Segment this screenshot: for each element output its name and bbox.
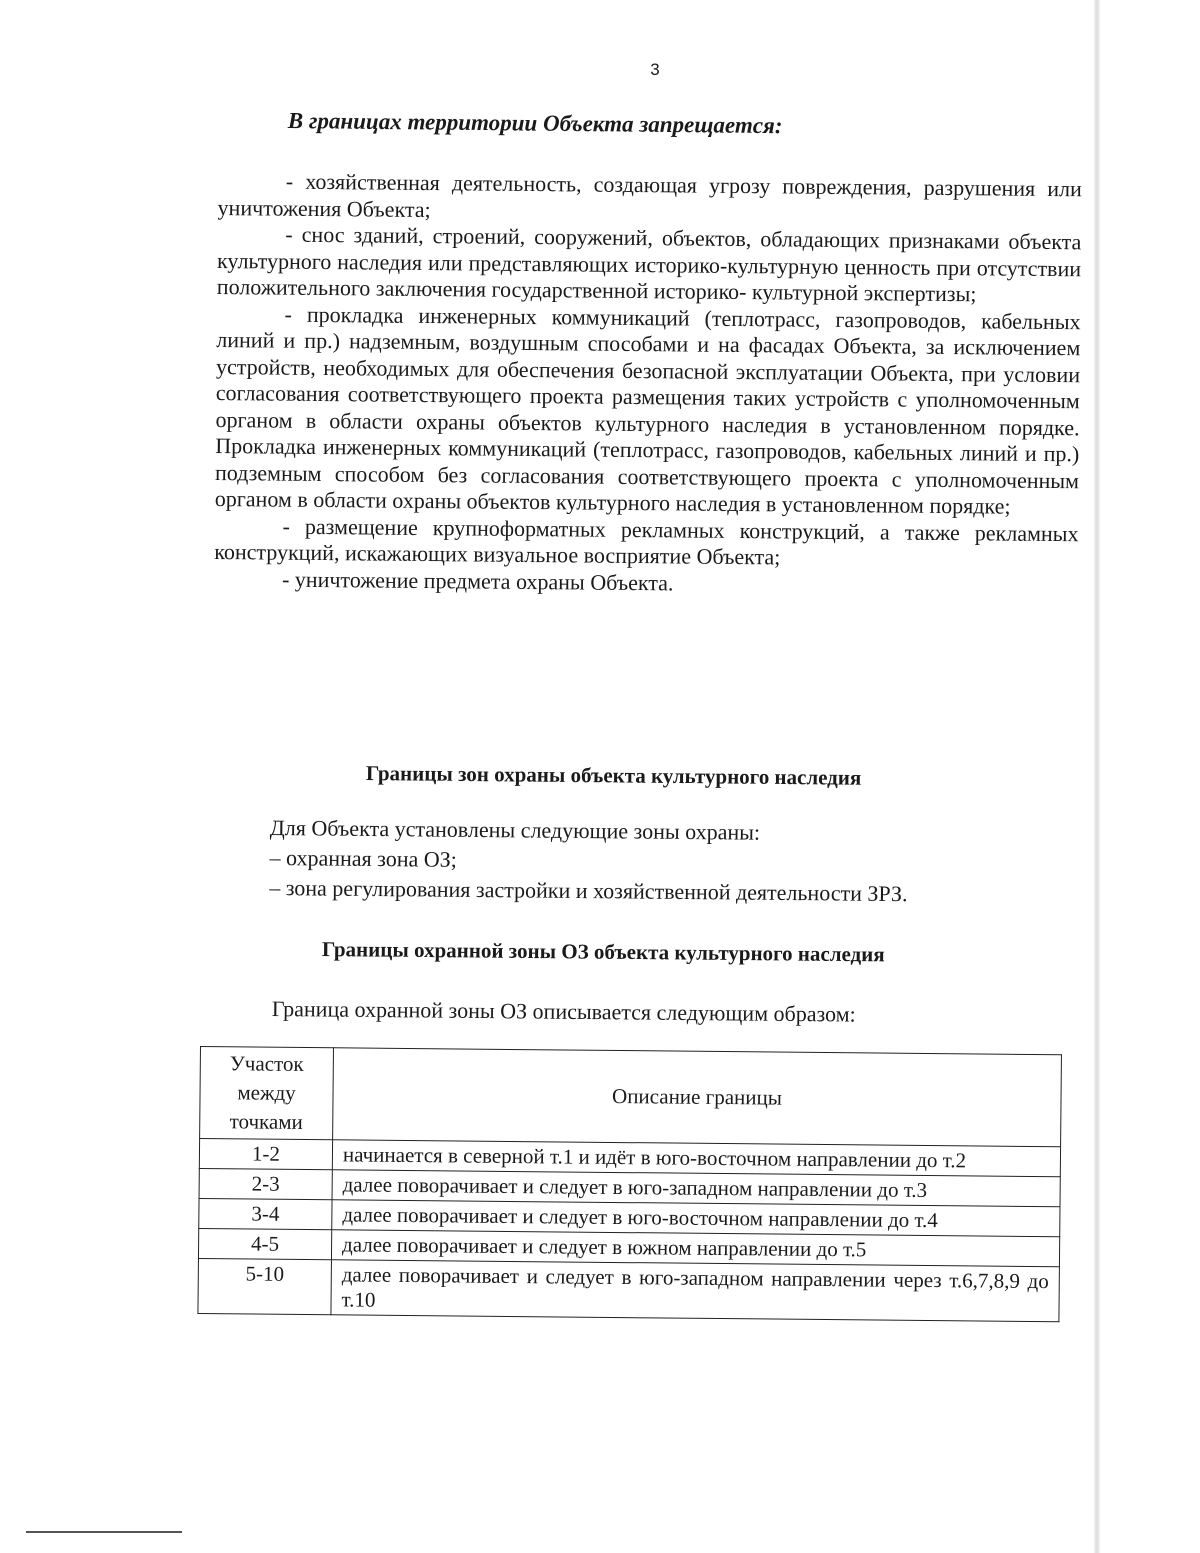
description-cell: начинается в северной т.1 и идёт в юго-восточном направлении до т.2 <box>332 1140 1060 1177</box>
zone-item: – зона регулирования застройки и хозяйственной деятельности ЗРЗ. <box>269 874 908 907</box>
zone-item: – охранная зона ОЗ; <box>269 844 457 872</box>
description-cell: далее поворачивает и следует в юго-западном направлении через т.6,7,8,9 до т.10 <box>331 1260 1059 1322</box>
oz-intro: Граница охранной зоны ОЗ описывается следующим образом: <box>271 996 856 1027</box>
prohibition-item: - уничтожение предмета охраны Объекта. <box>281 566 674 595</box>
prohibition-item: - размещение крупноформатных рекламных конструкций, а также рекламных конструкций, искажающих визуальное восприятие Объекта; <box>214 513 1079 570</box>
zones-intro: Для Объекта установлены следующие зоны охраны: <box>269 814 761 845</box>
oz-heading: Границы охранной зоны ОЗ объекта культурного наследия <box>321 937 885 967</box>
header-description: Описание границы <box>333 1048 1062 1147</box>
page-number: 3 <box>650 60 660 79</box>
segment-cell: 1-2 <box>199 1139 332 1170</box>
segment-cell: 2-3 <box>199 1168 332 1199</box>
segment-cell: 3-4 <box>199 1198 332 1229</box>
scan-edge-shadow <box>1094 0 1100 1553</box>
segment-cell: 5-10 <box>198 1258 332 1314</box>
scan-artifact-line <box>26 1531 182 1533</box>
zones-heading: Границы зон охраны объекта культурного наследия <box>365 761 862 790</box>
description-cell: далее поворачивает и следует в южном направлении до т.5 <box>331 1230 1059 1267</box>
table-header-row <box>200 1047 1062 1147</box>
zones-list <box>269 813 1050 910</box>
table-row <box>198 1258 1059 1321</box>
prohibited-heading: В границах территории Объекта запрещается: <box>287 108 783 139</box>
prohibition-item: - прокладка инженерных коммуникаций (теплотрасс, газопроводов, кабельных линий и пр.) надземным, воздушным способами и на фасадах Объекта, за исключением устройств, необходимых для обеспечения безопасной эксплуатации Объекта, при условии согласования соответствующего проекта размещения таких устройств с уполномоченным органом в области охраны объектов культурного наследия в установленном порядке. Прокладка инженерных коммуникаций (теплотрасс, газопроводов, кабельных линий и пр.) подземным способом без согласования соответствующего проекта с уполномоченным органом в области охраны объектов культурного наследия в установленном порядке; <box>214 301 1081 519</box>
boundary-table <box>197 1046 1062 1322</box>
description-cell: далее поворачивает и следует в юго-западном направлении до т.3 <box>332 1170 1060 1207</box>
prohibition-item: - хозяйственная деятельность, создающая угрозу повреждения, разрушения или уничтожения Объекта; <box>217 168 1082 222</box>
header-segment: Участок между точками <box>200 1047 334 1140</box>
prohibition-item: - снос зданий, строений, сооружений, объектов, обладающих признаками объекта культурного наследия или представляющих историко-культурную ценность при отсутствии положительного заключения государственной историко- культурной экспертизы; <box>216 221 1082 307</box>
prohibitions-list <box>214 168 1082 600</box>
segment-cell: 4-5 <box>198 1228 331 1259</box>
description-cell: далее поворачивает и следует в юго-восточном направлении до т.4 <box>332 1200 1060 1237</box>
